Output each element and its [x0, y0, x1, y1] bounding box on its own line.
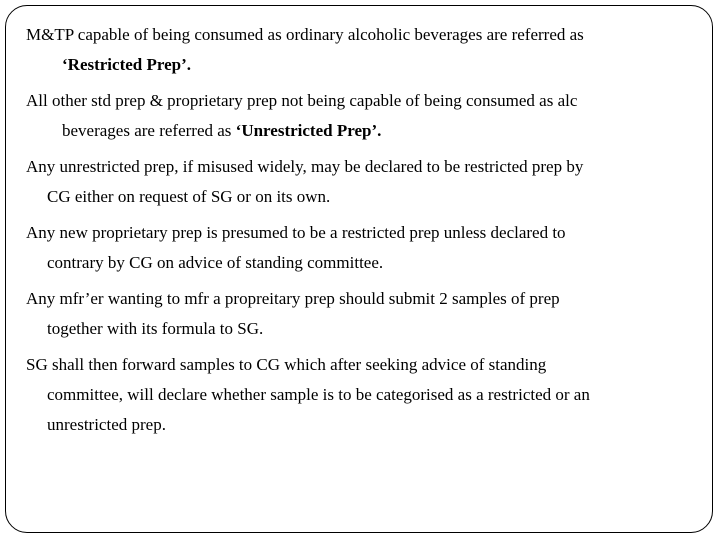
- paragraph-line: Any unrestricted prep, if misused widely, may be declared to be restricted prep by: [26, 157, 584, 176]
- paragraph-line: CG either on request of SG or on its own.: [47, 187, 331, 206]
- slide-content: [26, 20, 701, 446]
- paragraph-line: Any new proprietary prep is presumed to be a restricted prep unless declared to: [26, 223, 566, 242]
- paragraph-line: unrestricted prep.: [47, 415, 166, 434]
- paragraph-misused-prep: [26, 152, 701, 212]
- paragraph-samples-submission: [26, 284, 701, 344]
- paragraph-unrestricted-prep: [26, 86, 701, 146]
- paragraph-line: [26, 116, 701, 146]
- paragraph-line: Any mfr’er wanting to mfr a propreitary prep should submit 2 samples of prep: [26, 289, 560, 308]
- paragraph-line: together with its formula to SG.: [47, 319, 264, 338]
- paragraph-line: contrary by CG on advice of standing committee.: [47, 253, 384, 272]
- paragraph-line: SG shall then forward samples to CG which after seeking advice of standing: [26, 355, 547, 374]
- paragraph-sg-forward: [26, 350, 701, 440]
- paragraph-text: beverages are referred as: [62, 121, 236, 140]
- bold-term: ‘Unrestricted Prep’.: [235, 121, 382, 140]
- paragraph-line: M&TP capable of being consumed as ordinary alcoholic beverages are referred as: [26, 25, 584, 44]
- paragraph-line: committee, will declare whether sample is to be categorised as a restricted or an: [47, 385, 590, 404]
- bold-term: ‘Restricted Prep’.: [62, 55, 192, 74]
- paragraph-line: [26, 50, 701, 80]
- paragraph-line: All other std prep & proprietary prep not being capable of being consumed as alc: [26, 91, 578, 110]
- paragraph-new-proprietary-prep: [26, 218, 701, 278]
- paragraph-restricted-prep: [26, 20, 701, 80]
